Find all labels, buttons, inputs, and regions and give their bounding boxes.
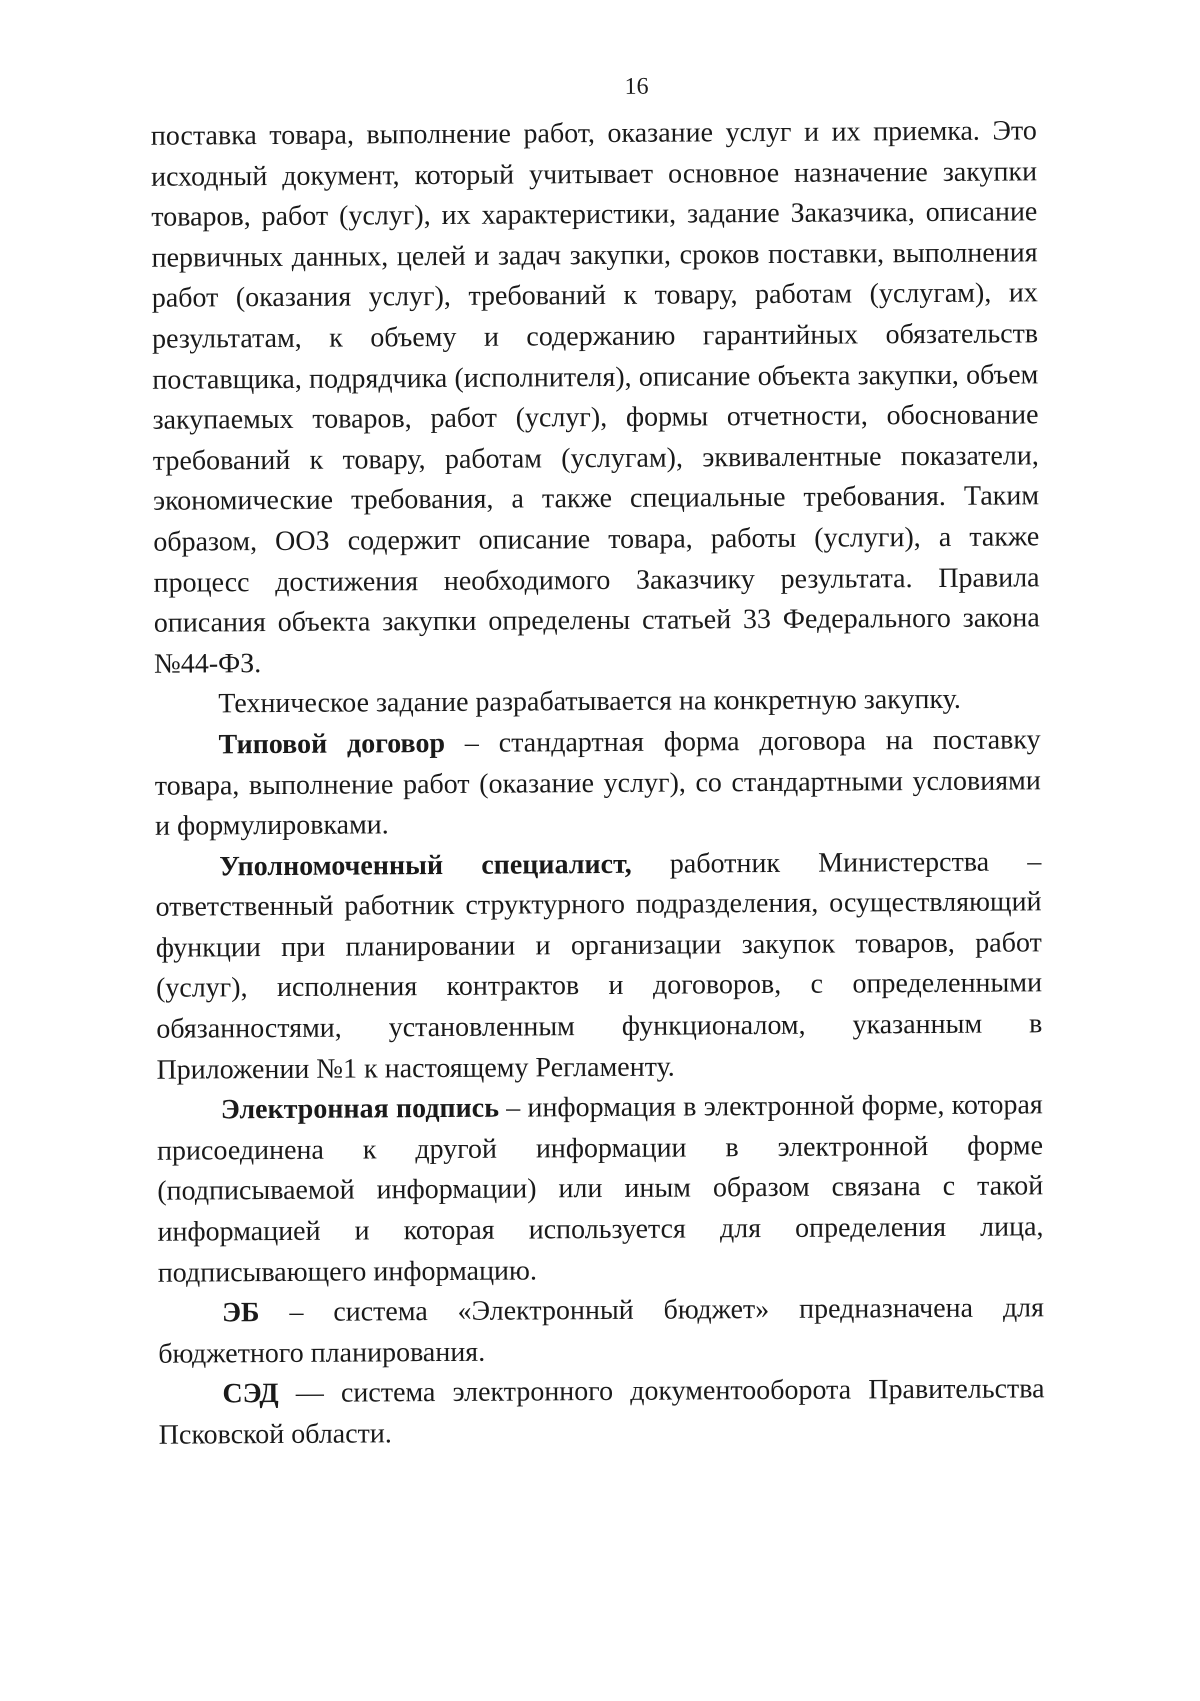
paragraph-authorized-specialist — [155, 842, 1042, 1091]
defined-term: Типовой договор — [218, 727, 446, 761]
paragraph-text: – система «Электронный бюджет» предназначена для бюджетного планирования. — [158, 1292, 1045, 1370]
paragraph-ooz-definition-continued — [151, 111, 1040, 685]
paragraph-sed — [158, 1370, 1044, 1457]
defined-term: Уполномоченный специалист, — [219, 848, 632, 883]
defined-term: Электронная подпись — [220, 1092, 500, 1126]
defined-term: СЭД — [222, 1378, 279, 1410]
paragraph-electronic-budget — [158, 1289, 1044, 1376]
paragraph-standard-contract — [154, 720, 1041, 847]
paragraph-text: – стандартная форма договора на поставку товара, выполнение работ (оказание услуг), со стандартными условиями и формулировками. — [154, 724, 1041, 842]
paragraph-text: поставка товара, выполнение работ, оказание услуг и их приемка. Это исходный документ, который учитывает основное назначение закупки товаров, работ (услуг), их характеристики, задание Заказчика, описание первичных данных, целей и задач закупки, сроков поставки, выполнения работ (оказания услуг), требований к товару, работам (услугам), их результатам, к объему и содержанию гарантийных обязательств поставщика, подрядчика (исполнителя), описание объекта закупки, объем закупаемых товаров, работ (услуг), формы отчетности, обоснование требований к товару, работам (услугам), эквивалентные показатели, экономические требования, а также специальные требования. Таким образом, ООЗ содержит описание товара, работы (услуги), а также процесс достижения необходимого Заказчику результата. Правила описания объекта закупки определены статьей 33 Федерального закона №44-ФЗ. — [150, 115, 1040, 680]
paragraph-text: Техническое задание разрабатывается на конкретную закупку. — [218, 684, 961, 720]
paragraph-text: работник Министерства – ответственный работник структурного подразделения, осуществляющий функции при планировании и организации закупок товаров, работ (услуг), исполнения контрактов и договоров, с определенными обязанностями, установленным функционалом, указанным в Приложении №1 к настоящему Регламенту. — [155, 846, 1043, 1086]
paragraph-text: — система электронного документооборота Правительства Псковской области. — [158, 1373, 1045, 1451]
paragraph-technical-task — [154, 680, 1040, 726]
paragraph-text: – информация в электронной форме, которая присоединена к другой информации в электронной форме (подписываемой информации) или иным образом связана с такой информацией и которая используется для определения лица, подписывающего информацию. — [156, 1089, 1044, 1289]
defined-term: ЭБ — [221, 1297, 260, 1329]
paragraph-electronic-signature — [157, 1086, 1044, 1294]
page-number: 16 — [624, 73, 649, 100]
document-body — [151, 111, 1045, 1456]
